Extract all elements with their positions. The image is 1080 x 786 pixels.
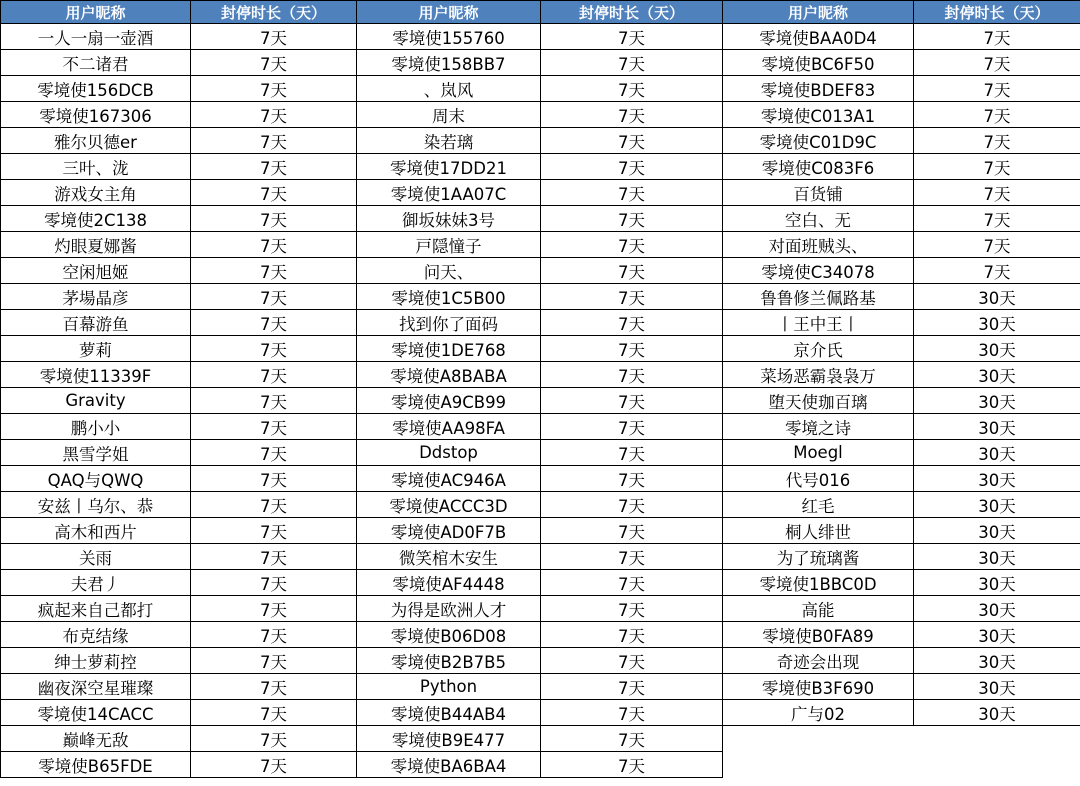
nickname-cell: 为得是欧洲人才 bbox=[357, 596, 541, 622]
empty-cell bbox=[723, 726, 914, 752]
duration-cell: 30天 bbox=[914, 544, 1080, 570]
nickname-cell: 丨王中王丨 bbox=[723, 310, 914, 336]
duration-cell: 7天 bbox=[191, 76, 357, 102]
nickname-cell: 零境使11339F bbox=[1, 362, 191, 388]
table-row bbox=[1, 726, 1080, 752]
table-row bbox=[1, 700, 1080, 726]
duration-cell: 7天 bbox=[191, 674, 357, 700]
nickname-cell: 鲁鲁修兰佩路基 bbox=[723, 284, 914, 310]
table-row bbox=[1, 232, 1080, 258]
duration-cell: 7天 bbox=[191, 232, 357, 258]
nickname-cell: 菜场恶霸袅袅万 bbox=[723, 362, 914, 388]
nickname-cell: Ddstop bbox=[357, 440, 541, 466]
nickname-cell: 空闲旭姬 bbox=[1, 258, 191, 284]
nickname-cell: 零境使17DD21 bbox=[357, 154, 541, 180]
table-row bbox=[1, 544, 1080, 570]
nickname-cell: 问天、 bbox=[357, 258, 541, 284]
duration-cell: 7天 bbox=[914, 154, 1080, 180]
nickname-cell: 广与02 bbox=[723, 700, 914, 726]
duration-cell: 7天 bbox=[541, 752, 723, 778]
table-row bbox=[1, 336, 1080, 362]
duration-cell: 30天 bbox=[914, 570, 1080, 596]
nickname-cell: 零境使AF4448 bbox=[357, 570, 541, 596]
nickname-cell: 微笑棺木安生 bbox=[357, 544, 541, 570]
duration-cell: 7天 bbox=[541, 414, 723, 440]
nickname-cell: 找到你了面码 bbox=[357, 310, 541, 336]
duration-cell: 7天 bbox=[914, 24, 1080, 50]
nickname-cell: 不二诸君 bbox=[1, 50, 191, 76]
duration-cell: 7天 bbox=[191, 726, 357, 752]
nickname-cell: 茅場晶彦 bbox=[1, 284, 191, 310]
table-row bbox=[1, 76, 1080, 102]
nickname-cell: 为了琉璃酱 bbox=[723, 544, 914, 570]
table-row bbox=[1, 518, 1080, 544]
nickname-cell: 百货铺 bbox=[723, 180, 914, 206]
table-row bbox=[1, 466, 1080, 492]
table-row bbox=[1, 284, 1080, 310]
duration-cell: 7天 bbox=[541, 518, 723, 544]
nickname-cell: 零境使B44AB4 bbox=[357, 700, 541, 726]
table-header bbox=[1, 1, 1080, 24]
duration-cell: 7天 bbox=[191, 388, 357, 414]
duration-cell: 7天 bbox=[191, 310, 357, 336]
duration-cell: 7天 bbox=[191, 362, 357, 388]
duration-cell: 7天 bbox=[914, 180, 1080, 206]
duration-cell: 30天 bbox=[914, 674, 1080, 700]
duration-cell: 7天 bbox=[191, 518, 357, 544]
duration-cell: 7天 bbox=[541, 700, 723, 726]
duration-cell: 30天 bbox=[914, 440, 1080, 466]
duration-cell: 7天 bbox=[191, 128, 357, 154]
nickname-cell: 零境使156DCB bbox=[1, 76, 191, 102]
duration-cell: 30天 bbox=[914, 492, 1080, 518]
nickname-cell: 代号016 bbox=[723, 466, 914, 492]
nickname-cell: 零境使B06D08 bbox=[357, 622, 541, 648]
nickname-cell: 零境使C34078 bbox=[723, 258, 914, 284]
duration-cell: 7天 bbox=[541, 258, 723, 284]
nickname-cell: 零境使14CACC bbox=[1, 700, 191, 726]
empty-cell bbox=[914, 726, 1080, 752]
nickname-cell: 零境使B9E477 bbox=[357, 726, 541, 752]
duration-cell: 7天 bbox=[541, 466, 723, 492]
table-row bbox=[1, 50, 1080, 76]
nickname-cell: 三叶、泷 bbox=[1, 154, 191, 180]
duration-cell: 7天 bbox=[914, 206, 1080, 232]
empty-cell bbox=[723, 752, 914, 778]
nickname-cell: 零境使158BB7 bbox=[357, 50, 541, 76]
nickname-cell: 黑雪学姐 bbox=[1, 440, 191, 466]
duration-cell: 7天 bbox=[191, 414, 357, 440]
nickname-cell: 零境使B3F690 bbox=[723, 674, 914, 700]
duration-cell: 7天 bbox=[914, 50, 1080, 76]
nickname-cell: 零境使2C138 bbox=[1, 206, 191, 232]
table-row bbox=[1, 752, 1080, 778]
duration-cell: 7天 bbox=[541, 180, 723, 206]
nickname-cell: 御坂妹妹3号 bbox=[357, 206, 541, 232]
duration-cell: 7天 bbox=[541, 154, 723, 180]
duration-cell: 7天 bbox=[191, 544, 357, 570]
nickname-cell: 零境使ACCC3D bbox=[357, 492, 541, 518]
table-row bbox=[1, 362, 1080, 388]
duration-cell: 7天 bbox=[914, 128, 1080, 154]
duration-cell: 7天 bbox=[541, 388, 723, 414]
duration-cell: 7天 bbox=[191, 336, 357, 362]
duration-cell: 7天 bbox=[191, 102, 357, 128]
duration-cell: 7天 bbox=[541, 440, 723, 466]
nickname-cell: 零境使A9CB99 bbox=[357, 388, 541, 414]
nickname-cell: 零境使B2B7B5 bbox=[357, 648, 541, 674]
nickname-cell: QAQ与QWQ bbox=[1, 466, 191, 492]
duration-cell: 7天 bbox=[914, 232, 1080, 258]
nickname-cell: 夫君丿 bbox=[1, 570, 191, 596]
nickname-cell: 零境使AA98FA bbox=[357, 414, 541, 440]
header-duration-col-2: 封停时长（天） bbox=[541, 1, 723, 24]
duration-cell: 7天 bbox=[191, 700, 357, 726]
table-body bbox=[1, 24, 1080, 778]
duration-cell: 30天 bbox=[914, 362, 1080, 388]
table-row bbox=[1, 492, 1080, 518]
duration-cell: 7天 bbox=[541, 284, 723, 310]
duration-cell: 7天 bbox=[541, 596, 723, 622]
nickname-cell: 布克结缘 bbox=[1, 622, 191, 648]
table-row bbox=[1, 622, 1080, 648]
nickname-cell: 零境使C013A1 bbox=[723, 102, 914, 128]
nickname-cell: 高木和西片 bbox=[1, 518, 191, 544]
duration-cell: 7天 bbox=[191, 284, 357, 310]
nickname-cell: 零境使B65FDE bbox=[1, 752, 191, 778]
duration-cell: 7天 bbox=[541, 674, 723, 700]
nickname-cell: Python bbox=[357, 674, 541, 700]
header-nickname-col-3: 用户昵称 bbox=[723, 1, 914, 24]
header-row bbox=[1, 1, 1080, 24]
duration-cell: 7天 bbox=[191, 466, 357, 492]
nickname-cell: 巅峰无敌 bbox=[1, 726, 191, 752]
table-row bbox=[1, 206, 1080, 232]
nickname-cell: 零境使A8BABA bbox=[357, 362, 541, 388]
table-row bbox=[1, 596, 1080, 622]
duration-cell: 30天 bbox=[914, 414, 1080, 440]
nickname-cell: 零境使C01D9C bbox=[723, 128, 914, 154]
nickname-cell: 零境使167306 bbox=[1, 102, 191, 128]
nickname-cell: 桐人绯世 bbox=[723, 518, 914, 544]
header-duration-col-3: 封停时长（天） bbox=[914, 1, 1080, 24]
nickname-cell: 安兹丨乌尔、恭 bbox=[1, 492, 191, 518]
duration-cell: 7天 bbox=[191, 180, 357, 206]
nickname-cell: 染若璃 bbox=[357, 128, 541, 154]
nickname-cell: 零境之诗 bbox=[723, 414, 914, 440]
table-row bbox=[1, 128, 1080, 154]
table-row bbox=[1, 570, 1080, 596]
nickname-cell: 零境使C083F6 bbox=[723, 154, 914, 180]
table-row bbox=[1, 388, 1080, 414]
duration-cell: 7天 bbox=[541, 570, 723, 596]
nickname-cell: 零境使BDEF83 bbox=[723, 76, 914, 102]
duration-cell: 7天 bbox=[191, 206, 357, 232]
nickname-cell: Gravity bbox=[1, 388, 191, 414]
nickname-cell: 灼眼夏娜酱 bbox=[1, 232, 191, 258]
duration-cell: 7天 bbox=[914, 102, 1080, 128]
duration-cell: 7天 bbox=[191, 258, 357, 284]
nickname-cell: 游戏女主角 bbox=[1, 180, 191, 206]
table-row bbox=[1, 24, 1080, 50]
duration-cell: 7天 bbox=[541, 726, 723, 752]
nickname-cell: 幽夜深空星璀璨 bbox=[1, 674, 191, 700]
table-row bbox=[1, 154, 1080, 180]
duration-cell: 7天 bbox=[541, 102, 723, 128]
nickname-cell: 零境使B0FA89 bbox=[723, 622, 914, 648]
duration-cell: 7天 bbox=[541, 492, 723, 518]
nickname-cell: 堕天使珈百璃 bbox=[723, 388, 914, 414]
duration-cell: 7天 bbox=[914, 76, 1080, 102]
table-row bbox=[1, 648, 1080, 674]
nickname-cell: 空白、无 bbox=[723, 206, 914, 232]
nickname-cell: 鹏小小 bbox=[1, 414, 191, 440]
duration-cell: 7天 bbox=[541, 362, 723, 388]
nickname-cell: 零境使155760 bbox=[357, 24, 541, 50]
duration-cell: 7天 bbox=[191, 570, 357, 596]
nickname-cell: 一人一扇一壶酒 bbox=[1, 24, 191, 50]
table-row bbox=[1, 440, 1080, 466]
duration-cell: 7天 bbox=[541, 24, 723, 50]
empty-cell bbox=[914, 752, 1080, 778]
nickname-cell: 奇迹会出现 bbox=[723, 648, 914, 674]
nickname-cell: 、岚风 bbox=[357, 76, 541, 102]
duration-cell: 30天 bbox=[914, 596, 1080, 622]
duration-cell: 7天 bbox=[191, 648, 357, 674]
nickname-cell: 零境使BAA0D4 bbox=[723, 24, 914, 50]
nickname-cell: 高能 bbox=[723, 596, 914, 622]
header-nickname-col-2: 用户昵称 bbox=[357, 1, 541, 24]
duration-cell: 7天 bbox=[191, 596, 357, 622]
duration-cell: 7天 bbox=[541, 206, 723, 232]
duration-cell: 7天 bbox=[541, 232, 723, 258]
table-row bbox=[1, 258, 1080, 284]
duration-cell: 7天 bbox=[541, 128, 723, 154]
duration-cell: 30天 bbox=[914, 284, 1080, 310]
nickname-cell: 零境使1DE768 bbox=[357, 336, 541, 362]
duration-cell: 7天 bbox=[191, 440, 357, 466]
duration-cell: 7天 bbox=[191, 752, 357, 778]
nickname-cell: 京介氏 bbox=[723, 336, 914, 362]
table-row bbox=[1, 310, 1080, 336]
duration-cell: 7天 bbox=[541, 336, 723, 362]
nickname-cell: 绅士萝莉控 bbox=[1, 648, 191, 674]
nickname-cell: 零境使1BBC0D bbox=[723, 570, 914, 596]
duration-cell: 30天 bbox=[914, 388, 1080, 414]
duration-cell: 7天 bbox=[191, 24, 357, 50]
duration-cell: 7天 bbox=[191, 50, 357, 76]
nickname-cell: 零境使BA6BA4 bbox=[357, 752, 541, 778]
table-row bbox=[1, 674, 1080, 700]
duration-cell: 30天 bbox=[914, 518, 1080, 544]
nickname-cell: Moegl bbox=[723, 440, 914, 466]
duration-cell: 30天 bbox=[914, 336, 1080, 362]
nickname-cell: 关雨 bbox=[1, 544, 191, 570]
duration-cell: 30天 bbox=[914, 466, 1080, 492]
nickname-cell: 零境使AD0F7B bbox=[357, 518, 541, 544]
duration-cell: 7天 bbox=[914, 258, 1080, 284]
duration-cell: 30天 bbox=[914, 310, 1080, 336]
duration-cell: 7天 bbox=[541, 76, 723, 102]
duration-cell: 30天 bbox=[914, 700, 1080, 726]
nickname-cell: 红毛 bbox=[723, 492, 914, 518]
table-row bbox=[1, 180, 1080, 206]
header-duration-col-1: 封停时长（天） bbox=[191, 1, 357, 24]
table-row bbox=[1, 414, 1080, 440]
nickname-cell: 戸隠憧子 bbox=[357, 232, 541, 258]
table-row bbox=[1, 102, 1080, 128]
nickname-cell: 零境使BC6F50 bbox=[723, 50, 914, 76]
duration-cell: 7天 bbox=[541, 310, 723, 336]
duration-cell: 7天 bbox=[541, 622, 723, 648]
duration-cell: 30天 bbox=[914, 648, 1080, 674]
nickname-cell: 周末 bbox=[357, 102, 541, 128]
duration-cell: 7天 bbox=[191, 154, 357, 180]
duration-cell: 30天 bbox=[914, 622, 1080, 648]
duration-cell: 7天 bbox=[191, 492, 357, 518]
nickname-cell: 百幕游鱼 bbox=[1, 310, 191, 336]
nickname-cell: 疯起来自己都打 bbox=[1, 596, 191, 622]
duration-cell: 7天 bbox=[191, 622, 357, 648]
duration-cell: 7天 bbox=[541, 544, 723, 570]
header-nickname-col-1: 用户昵称 bbox=[1, 1, 191, 24]
nickname-cell: 雅尔贝德er bbox=[1, 128, 191, 154]
nickname-cell: 零境使1C5B00 bbox=[357, 284, 541, 310]
duration-cell: 7天 bbox=[541, 648, 723, 674]
nickname-cell: 对面班贼头、 bbox=[723, 232, 914, 258]
duration-cell: 7天 bbox=[541, 50, 723, 76]
nickname-cell: 萝莉 bbox=[1, 336, 191, 362]
nickname-cell: 零境使AC946A bbox=[357, 466, 541, 492]
nickname-cell: 零境使1AA07C bbox=[357, 180, 541, 206]
